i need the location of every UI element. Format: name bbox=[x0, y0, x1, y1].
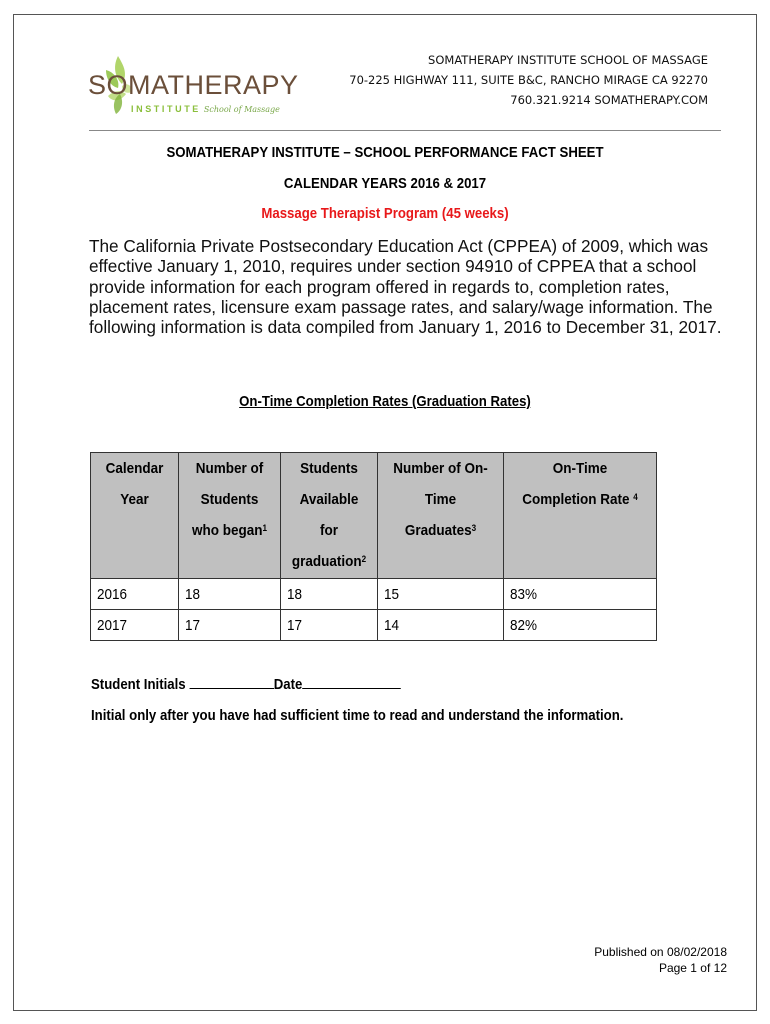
cell-rate bbox=[504, 579, 657, 610]
student-initials-line bbox=[91, 676, 401, 693]
cell-year bbox=[91, 579, 179, 610]
header-line bbox=[512, 484, 649, 515]
header-text: Graduates bbox=[404, 522, 472, 539]
header-line: Number of bbox=[195, 460, 264, 477]
cell-year bbox=[91, 610, 179, 641]
logo-institute: INSTITUTE bbox=[131, 104, 201, 114]
footnote-ref: 2 bbox=[361, 554, 367, 564]
cell-available bbox=[281, 579, 378, 610]
header-text: graduation bbox=[291, 553, 362, 570]
header-line bbox=[384, 515, 497, 546]
footnote-ref: 1 bbox=[262, 523, 268, 533]
completion-rates-table bbox=[90, 452, 657, 641]
date-blank-field[interactable] bbox=[302, 687, 401, 689]
address-line-street: 70-225 HIGHWAY 111, SUITE B&C, RANCHO MIRAGE CA 92270 bbox=[349, 73, 708, 87]
published-date: Published on 08/02/2018 bbox=[594, 945, 727, 959]
col-header-calendar-year bbox=[91, 453, 179, 579]
calendar-years-heading: CALENDAR YEARS 2016 & 2017 bbox=[283, 175, 487, 192]
header-line bbox=[184, 515, 275, 546]
cell-began bbox=[179, 610, 281, 641]
cell-text: 83% bbox=[510, 585, 538, 603]
initials-blank-field[interactable] bbox=[189, 687, 273, 689]
logo-wordmark: SOMATHERAPY bbox=[88, 70, 299, 100]
header-line: Time bbox=[424, 491, 457, 508]
table-row bbox=[91, 579, 657, 610]
document-title: SOMATHERAPY INSTITUTE – SCHOOL PERFORMANCE FACT SHEET bbox=[166, 144, 604, 161]
date-label: Date bbox=[273, 676, 303, 693]
col-header-students-began bbox=[179, 453, 281, 579]
logo-subline bbox=[131, 99, 280, 117]
header-line: for bbox=[320, 522, 338, 539]
header-line: Available bbox=[299, 491, 359, 508]
section-title: On-Time Completion Rates (Graduation Rates) bbox=[239, 393, 531, 410]
col-header-available-for-graduation bbox=[281, 453, 378, 579]
program-heading: Massage Therapist Program (45 weeks) bbox=[261, 205, 509, 222]
header-line: Calendar bbox=[105, 460, 164, 477]
header-line: On-Time bbox=[552, 460, 608, 477]
col-header-on-time-graduates bbox=[378, 453, 504, 579]
cell-text: 14 bbox=[384, 616, 400, 634]
header-text: Completion Rate bbox=[522, 491, 634, 508]
logo-school-of-massage: School of Massage bbox=[203, 105, 280, 114]
cell-rate bbox=[504, 610, 657, 641]
header-line bbox=[286, 546, 372, 577]
header-line: Students bbox=[200, 491, 259, 508]
cell-text: 82% bbox=[510, 616, 538, 634]
footnote-ref: 3 bbox=[471, 523, 477, 533]
cell-text: 18 bbox=[185, 585, 201, 603]
somatherapy-logo bbox=[88, 54, 299, 118]
header-line: Year bbox=[120, 491, 149, 508]
header-text: who began bbox=[191, 522, 263, 539]
intro-paragraph: The California Private Postsecondary Education Act (CPPEA) of 2009, which was effective January 1, 2010, requires under section 94910 of CPPEA that a school provide information for each program offered in regards to, completion rates, placement rates, licensure exam passage rates, and salary/wage information. The following information is data compiled from January 1, 2016 to December 31, 2017. bbox=[89, 236, 722, 338]
cell-text: 2017 bbox=[97, 616, 128, 634]
page-number: Page 1 of 12 bbox=[658, 961, 727, 975]
cell-text: 17 bbox=[287, 616, 303, 634]
address-line-contact: 760.321.9214 SOMATHERAPY.COM bbox=[510, 93, 708, 107]
initials-instruction: Initial only after you have had sufficient time to read and understand the information. bbox=[91, 707, 624, 724]
footnote-ref: 4 bbox=[633, 492, 638, 502]
cell-graduates bbox=[378, 610, 504, 641]
address-line-name: SOMATHERAPY INSTITUTE SCHOOL OF MASSAGE bbox=[428, 53, 708, 67]
col-header-completion-rate bbox=[504, 453, 657, 579]
cell-available bbox=[281, 610, 378, 641]
cell-text: 2016 bbox=[97, 585, 128, 603]
cell-text: 15 bbox=[384, 585, 400, 603]
header-line: Students bbox=[300, 460, 358, 477]
table-row bbox=[91, 610, 657, 641]
header-line: Number of On- bbox=[393, 460, 488, 477]
cell-began bbox=[179, 579, 281, 610]
cell-text: 18 bbox=[287, 585, 303, 603]
cell-graduates bbox=[378, 579, 504, 610]
table-header-row bbox=[91, 453, 657, 579]
header-divider bbox=[89, 130, 721, 131]
cell-text: 17 bbox=[185, 616, 201, 634]
initials-label: Student Initials bbox=[91, 676, 190, 693]
